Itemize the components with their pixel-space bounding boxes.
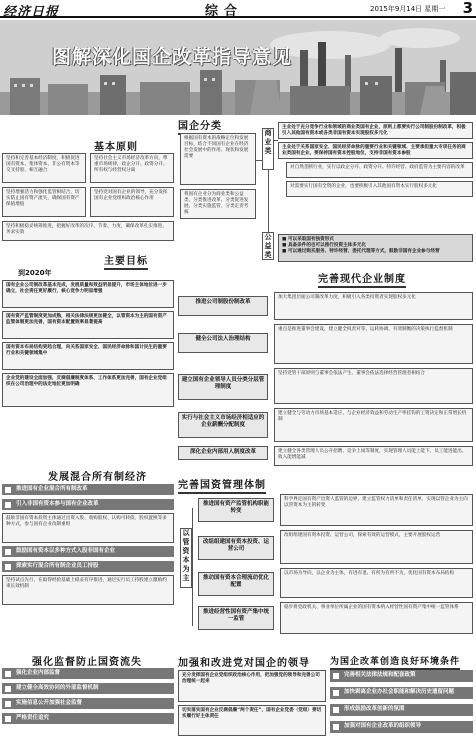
party-item-text: 充分发挥国有企业党组织政治核心作用，把加强党的领导和完善公司治理统一起来 xyxy=(182,673,320,684)
goal-text: 国有企业公司制改革基本完成，发展质量和效益明显提升，市场主体地位进一步确立，社会责任更好履行，核心竞争力明显增强 xyxy=(6,283,167,294)
square-bullet-icon xyxy=(333,690,339,696)
masthead xyxy=(0,0,476,18)
environment-title-text: 为国企改革创造良好环境条件 xyxy=(330,657,461,667)
commercial-item xyxy=(278,122,473,139)
party-item xyxy=(178,705,326,736)
newspaper-logo: 经济日报 xyxy=(3,5,60,20)
supervision-row-head: 推进国有资产监管机构职能转变 xyxy=(198,498,274,522)
page-number: 3 xyxy=(462,0,473,17)
environment-item xyxy=(330,721,473,733)
square-bullet-icon xyxy=(5,701,11,707)
banner-title: 图解深化国企改革指导意见 xyxy=(52,46,293,68)
modern-row-text xyxy=(274,324,473,364)
goal-item xyxy=(2,280,174,308)
supervision-row-text xyxy=(280,494,473,526)
basic-principle-text: 坚持党对国有企业的领导，充分发挥国有企业党组织政治核心作用 xyxy=(94,190,168,201)
square-bullet-icon xyxy=(5,549,11,555)
prevent-item-text: 严格责任追究 xyxy=(16,715,50,721)
capital-management-label: 以管资本为主 xyxy=(180,528,192,588)
public-welfare-item: ■ 可以通过购买服务、特许经营、委托代理等方式，鼓励非国有企业参与经营 xyxy=(282,249,469,255)
prevent-item-text: 强化企业内部监督 xyxy=(16,670,61,676)
modern-enterprise-title xyxy=(318,270,406,288)
goal-text: 国有资产监管制度更加成熟，相关法律法规更加健全，以管资本为主的国有资产监管体制更加完善，国有资本配置效率显著提高 xyxy=(6,314,167,325)
prevent-loss-title-text: 强化监督防止国资流失 xyxy=(32,657,142,668)
section-name: 综合 xyxy=(205,4,244,19)
classification-intro-text: 根据国有资本的战略定位和发展目标，结合不同国有企业在经济社会发展中的作用、现状和发展需要 xyxy=(184,136,249,159)
environment-item-text: 加强对国有企业改革的组织领导 xyxy=(344,723,422,729)
public-welfare-item: ■ 可以采取国有独资形式 xyxy=(282,237,469,243)
modern-row-body: 加大集团层面公司制改革力度，积极引入各类投资者实现股权多元化 xyxy=(278,295,416,300)
classification-intro xyxy=(180,133,256,185)
goal-text: 企业党的建设全面加强，反腐倡廉制度体系、工作体系更加完善，国有企业党组织在公司治理中的法定地位更加明确 xyxy=(6,376,167,387)
basic-principle-item xyxy=(2,187,86,217)
supervision-row-body: 稳步将党政机关、事业单位所属企业的国有资本纳入经营性国有资产集中统一监管体系 xyxy=(284,605,459,610)
mixed-item-text: 推进国有企业混合所有制改革 xyxy=(16,486,88,492)
supervision-row-body: 改组组建国有资本投资、运营公司，探索有效的运营模式，主要开展股权运营 xyxy=(284,533,441,538)
supervision-row-body: 科学界定国有资产出资人监管的边界，建立监管权力清单和责任清单，实现以管企业为主向以管资本为主的转变 xyxy=(284,497,468,508)
party-item xyxy=(178,670,326,702)
public-welfare-label: 公益类 xyxy=(262,232,274,260)
modern-row-body: 重点是推进董事会建设，建立健全权责对等、运转协调、有效制衡的决策执行监督机制 xyxy=(278,327,453,332)
goal-item xyxy=(2,373,174,407)
modern-row-body: 坚持党管干部原则与董事会依法产生、董事会依法选择经营管理者相结合 xyxy=(278,371,426,376)
environment-item xyxy=(330,687,473,699)
commercial-subitem xyxy=(286,181,473,197)
square-bullet-icon xyxy=(5,487,11,493)
supervision-title-text: 完善国资管理体制 xyxy=(178,480,266,491)
commercial-item-text: 主业处于关系国家安全、国民经济命脉的重要行业和关键领域、主要承担重大专项任务的商业类国有企业，要保持国有资本控股地位，支持非国有资本参股 xyxy=(282,145,466,156)
mixed-ownership-title-text: 发展混合所有制经济 xyxy=(48,472,147,483)
modern-row-text xyxy=(274,446,473,466)
issue-date: 2015年9月14日 星期一 xyxy=(370,5,446,13)
environment-title xyxy=(330,654,460,670)
prevent-item xyxy=(2,698,174,709)
modern-row-head: 深化企业内部用人制度改革 xyxy=(178,446,268,460)
supervision-row-body: 以市场为导向，以企业为主体，有进有退、有所为有所不为，优化国有资本布局结构 xyxy=(284,571,454,576)
mixed-note-text: 鼓励非国有资本投资主体通过出资入股、收购股权、认购可转债、股权置换等多种方式，参与国有企业改制重组 xyxy=(6,516,167,527)
basic-principle-item xyxy=(90,187,174,217)
title-rule xyxy=(318,286,406,288)
mixed-note xyxy=(2,575,174,605)
basic-principles-title-text: 基本原则 xyxy=(94,142,138,153)
supervision-row-head: 改组组建国有资本投资、运营公司 xyxy=(198,536,274,560)
environment-item xyxy=(330,704,473,716)
prevent-item-text: 建立健全高效协同的外部监督机制 xyxy=(16,685,99,691)
basic-principle-text: 坚持增强活力和强化监管相结合，切实防止国有资产流失，确保国有资产保值增值 xyxy=(6,190,80,207)
square-bullet-icon xyxy=(5,686,11,692)
square-bullet-icon xyxy=(333,707,339,713)
banner xyxy=(0,20,476,115)
environment-item-text: 完善相关法律法规和配套政策 xyxy=(344,672,416,678)
prevent-item xyxy=(2,713,174,724)
classification-method xyxy=(180,189,256,219)
classification-title-text: 国企分类 xyxy=(178,121,222,132)
modern-row-body: 建立健全与劳动力市场基本适应、与企业经济效益和劳动生产率挂钩的工资决定和正常增长机制 xyxy=(278,411,467,422)
mixed-item xyxy=(2,546,174,557)
modern-row-body: 建立健全各类管理人员公开招聘、竞争上岗等制度，实现管理人员能上能下、员工能进能出、收入能增能减 xyxy=(278,449,467,460)
square-bullet-icon xyxy=(5,716,11,722)
square-bullet-icon xyxy=(333,673,339,679)
commercial-item xyxy=(278,142,473,159)
connector-line xyxy=(268,170,269,232)
commercial-item-text: 主业处于充分竞争行业和领域的商业类国有企业，原则上都要实行公司制股份制改革，积极引入其他国有资本或各类非国有资本实现股权多元化 xyxy=(282,125,466,136)
public-welfare-item: ■ 具备条件的也可以推行投资主体多元化 xyxy=(282,243,469,249)
modern-row-head: 实行与社会主义市场经济相适应的企业薪酬分配制度 xyxy=(178,412,268,438)
supervision-row-head: 推动国有资本合理流动优化配置 xyxy=(198,572,274,596)
commercial-subitem-text: 对自然垄断行业，实行以政企分开、政资分开、特许经营、政府监管为主要内容的改革 xyxy=(290,165,465,170)
modern-enterprise-title-text: 完善现代企业制度 xyxy=(318,274,406,285)
title-rule xyxy=(178,492,266,494)
modern-row-head: 建立国有企业领导人员分类分层管理制度 xyxy=(178,374,268,400)
prevent-item xyxy=(2,683,174,694)
commercial-label: 商业类 xyxy=(262,128,274,170)
modern-row-head: 健全公司法人治理结构 xyxy=(178,333,268,353)
mixed-item xyxy=(2,484,174,495)
supervision-row-text xyxy=(280,602,473,634)
goal-item xyxy=(2,311,174,339)
classification-method-text: 将国有企业分为商业类和公益类，分类推进改革、分类促进发展、分类实施监管、分类定责考核 xyxy=(184,192,249,215)
mixed-item-text: 引入非国有资本参与国有企业改革 xyxy=(16,501,99,507)
connector-line xyxy=(192,508,193,626)
environment-item xyxy=(330,670,473,682)
supervision-row-text xyxy=(280,530,473,564)
supervision-title xyxy=(178,476,266,494)
supervision-row-head: 推进经营性国有资产集中统一监管 xyxy=(198,606,274,630)
goal-text: 国有资本布局结构更趋合理，向关系国家安全、国民经济命脉和国计民生的重要行业和关键领域集中 xyxy=(6,345,167,356)
prevent-item xyxy=(2,668,174,679)
main-goals-title xyxy=(104,252,148,270)
title-rule xyxy=(104,268,148,270)
mixed-note xyxy=(2,513,174,543)
goals-year: 到2020年 xyxy=(18,269,52,277)
public-welfare-items xyxy=(278,234,473,262)
environment-item-text: 形成鼓励改革创新的氛围 xyxy=(344,706,405,712)
basic-principle-item xyxy=(2,153,86,183)
goal-item xyxy=(2,342,174,370)
modern-row-text xyxy=(274,292,473,320)
mixed-item xyxy=(2,499,174,510)
modern-row-text xyxy=(274,408,473,442)
basic-principle-text: 坚持和完善基本经济制度，积极促进国有资本、集体资本、非公有资本等交叉持股、相互融合 xyxy=(6,156,80,173)
modern-row-text xyxy=(274,368,473,404)
modern-row-head: 推进公司制股份制改革 xyxy=(178,296,268,316)
prevent-item-text: 实施信息公开加强社会监督 xyxy=(16,700,83,706)
commercial-subitem xyxy=(286,162,473,178)
mixed-note-text: 坚持试点先行，在取得经验基础上稳妥有序推进，通过实行员工持股建立激励约束长效机制 xyxy=(6,578,167,589)
square-bullet-icon xyxy=(5,564,11,570)
party-leadership-title-text: 加强和改进党对国企的领导 xyxy=(178,658,310,669)
mixed-item-text: 探索实行混合所有制企业员工持股 xyxy=(16,563,99,569)
mixed-item-text: 鼓励国有资本以多种方式入股非国有企业 xyxy=(16,548,116,554)
commercial-subitem-text: 对需要实行国有全资的企业，也要积极引入其他国有资本实行股权多元化 xyxy=(290,184,438,189)
environment-item-text: 加快剥离企业办社会职能和解决历史遗留问题 xyxy=(344,689,455,695)
basic-principle-item xyxy=(90,153,174,183)
party-item-text: 切实落实国有企业反腐倡廉“两个责任”，国有企业党委（党组）要切实履行好主体责任 xyxy=(182,708,322,719)
square-bullet-icon xyxy=(5,671,11,677)
square-bullet-icon xyxy=(333,724,339,730)
square-bullet-icon xyxy=(5,502,11,508)
supervision-row-text xyxy=(280,568,473,598)
basic-principle-text: 坚持社会主义市场经济改革方向，尊重市场规律，政企分开、政资分开、所有权与经营权分离 xyxy=(94,156,168,173)
basic-principle-text: 坚持积极稳妥统筹推进，把握好改革的次序、节奏、力度，确保改革扎实推进、务求实效 xyxy=(6,224,167,235)
basic-principle-item xyxy=(2,221,174,241)
connector-line xyxy=(274,140,278,141)
mixed-item xyxy=(2,561,174,572)
main-goals-title-text: 主要目标 xyxy=(104,256,148,267)
